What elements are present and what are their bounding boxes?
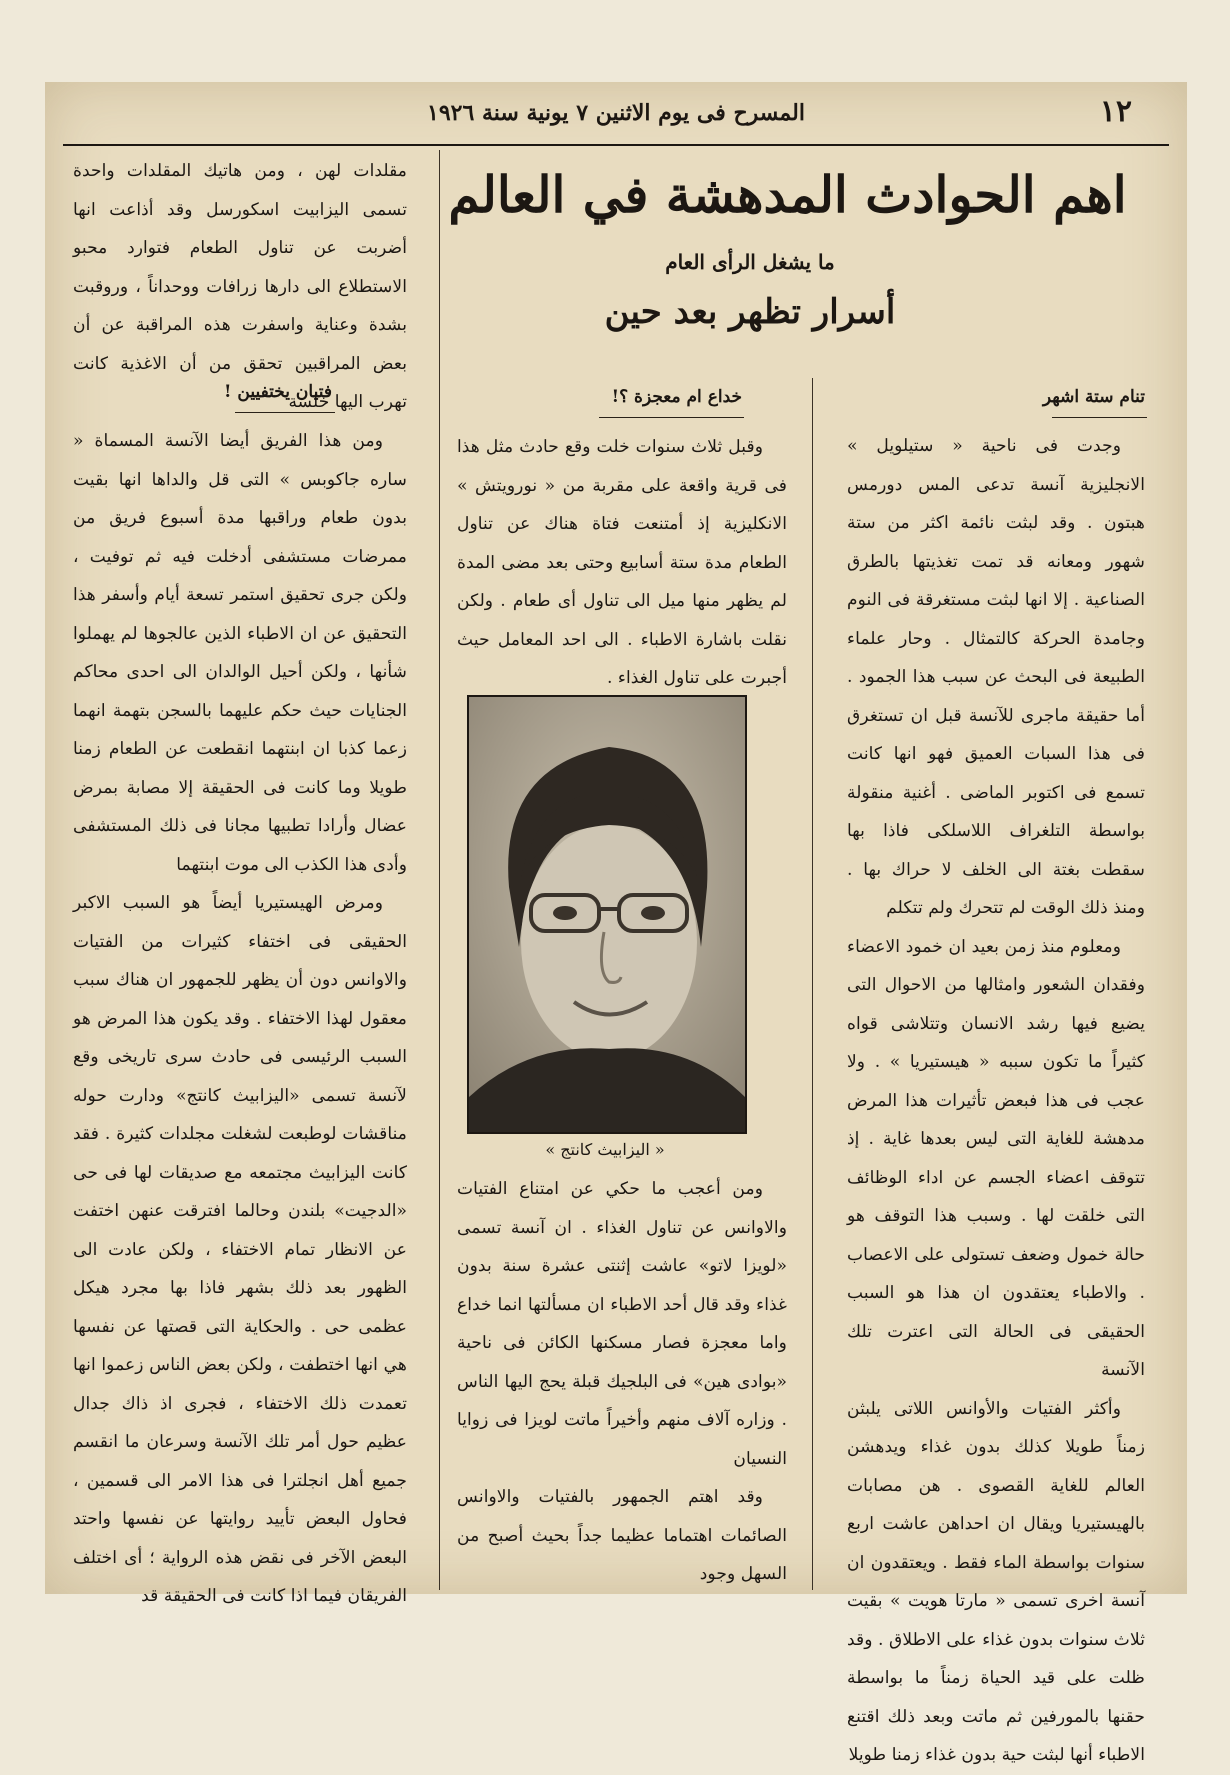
middle-column-title: خداع ام معجزة ؟! bbox=[611, 387, 742, 407]
right-paragraph-1: وجدت فى ناحية « ستيلويل » الانجليزية آنسة تدعى المس دورمس هبتون . وقد لبثت نائمة اكثر من ستة شهور ومعانه قد تمت تغذيتها بالطرق الصناعية . إلا انها لبثت مستغرقة فى النوم وجامدة الحركة كالتمثال . وحار علماء الطبيعة فى البحث عن سبب هذا الجمود . أما حقيقة ماجرى للآنسة قبل ان تستغرق فى هذا السبات العميق فهو انها كانت تسمع فى اكتوبر الماضى . أغنية منقولة بواسطة التلغراف اللاسلكى فاذا بها سقطت بغتة الى الخلف لا حراك بها . ومنذ ذلك الوقت لم تتحرك ولم تتكلم bbox=[847, 436, 1145, 918]
portrait-image bbox=[469, 697, 745, 1132]
middle-title-underline bbox=[599, 417, 744, 418]
right-title-underline bbox=[1052, 417, 1147, 418]
kicker: ما يشغل الرأى العام bbox=[665, 250, 835, 274]
left-paragraph-1: ومن هذا الفريق أيضا الآنسة المسماة « ساره جاكوبس » التى قل والداها انها بقيت بدون طعام وراقبها مدة أسبوع فريق من ممرضات مستشفى أدخلت فيه ثم توفيت ، ولكن جرى تحقيق استمر تسعة أيام وأسفر هذا التحقيق عن ان الاطباء الذين عالجوها لم يهملوا شأنها ، ولكن أحيل الوالدان الى احدى محاكم الجنايات حيث حكم عليهما بالسجن بتهمة انهما زعما كذبا ان ابنتهما انقطعت عن الطعام زمنا طويلا وما كانت فى الحقيقة إلا مصابة بمرض عضال وأرادا تطبيها مجانا فى ذلك المستشفى وأدى هذا الكذب الى موت ابنتهما bbox=[73, 431, 407, 875]
left-title-underline bbox=[235, 412, 335, 413]
portrait-photo bbox=[467, 695, 747, 1134]
newspaper-page bbox=[45, 82, 1187, 1765]
column-divider-left bbox=[439, 150, 440, 1590]
middle-column-top bbox=[457, 428, 787, 698]
subheadline: أسرار تظهر بعد حين bbox=[604, 292, 896, 332]
left-column bbox=[73, 422, 407, 1616]
right-column bbox=[847, 427, 1145, 1775]
header-title: المسرح فى يوم الاثنين ٧ يونية سنة ١٩٢٦ bbox=[427, 100, 805, 126]
right-paragraph-2: ومعلوم منذ زمن بعيد ان خمود الاعضاء وفقدان الشعور وامثالها من الاحوال التى يضيع فيها رشد الانسان وتتلاشى قواه كثيراً ما تكون سببه « هيستيريا » . ولا عجب فى هذا فبعض تأثيرات هذا المرض مدهشة للغاية التى ليس بعدها غاية . إذ تتوقف اعضاء الجسم عن اداء الوظائف التى خلقت لها . وسبب هذا التوقف هو حالة خمول وضعف تستولى على الاعصاب . والاطباء يعتقدون ان هذا هو السبب الحقيقى فى الحالة التى اعترت تلك الآنسة bbox=[847, 936, 1145, 1380]
header-rule bbox=[63, 144, 1169, 146]
right-column-title: تنام ستة اشهر bbox=[1042, 387, 1145, 407]
middle-column-bottom bbox=[457, 1170, 787, 1594]
main-headline: اهم الحوادث المدهشة في العالم bbox=[448, 165, 1127, 224]
left-paragraph-2: ومرض الهيستيريا أيضاً هو السبب الاكبر الحقيقى فى اختفاء كثيرات من الفتيات والاوانس دون أن يظهر للجمهور ان هناك سبب معقول لهذا الاختفاء . وقد يكون هذا المرض هو السبب الرئيسى فى حادث سرى تاريخى وقع لآنسة تسمى «اليزابيث كانتج» ودارت حوله مناقشات لوطبعت لشغلت مجلدات كثيرة . فقد كانت اليزابيث مجتمعه مع صديقات لها فى حى «الدجيت» بلندن وحالما افترقت عنهن اختفت عن الانظار تمام الاختفاء ، ولكن عادت الى الظهور بعد ذلك بشهر فاذا بها مجرد هيكل عظمى حى . والحكاية التى قصتها عن نفسها هي انها اختطفت ، ولكن بعض الناس زعموا انها تعمدت ذلك الاختفاء ، فجرى اذ ذاك جدال عظيم حول أمر تلك الآنسة وسرعان ما انقسم جميع أهل انجلترا فى هذا الامر الى قسمين ، فحاول البعض تأييد روايتها عن نفسها واحتد البعض الآخر فى نقض هذه الرواية ؛ أى اختلف الفريقان فيما اذا كانت فى الحقيقة قد bbox=[73, 893, 407, 1606]
middle-paragraph-2: ومن أعجب ما حكي عن امتناع الفتيات والاوانس عن تناول الغذاء . ان آنسة تسمى «لويزا لاتو» عاشت إثنتى عشرة سنة بدون غذاء وقد قال أحد الاطباء ان مسألتها انما خداع واما معجزة فصار مسكنها الكائن فى ناحية «بوادى هين» فى البلجيك قبلة يحج اليها الناس . وزاره آلاف منهم وأخيراً ماتت لويزا فى زوايا النسيان bbox=[457, 1179, 787, 1469]
page-header bbox=[45, 94, 1187, 134]
right-paragraph-3: وأكثر الفتيات والأوانس اللاتى يلبثن زمناً طويلا كذلك بدون غذاء ويدهشن العالم للغاية القصوى . هن مصابات بالهيستيريا ويقال ان احداهن عاشت اربع سنوات بواسطة الماء فقط . ويعتقدون ان آنسة اخرى تسمى « مارتا هويت » بقيت ثلاث سنوات بدون غذاء على الاطلاق . وقد ظلت على قيد الحياة زمناً ما بواسطة حقنها بالمورفين ثم ماتت وبعد ذلك اقتنع الاطباء أنها لبثت حية بدون غذاء زمنا طويلا bbox=[847, 1398, 1145, 1765]
left-column-title: فتيان يختفيين ! bbox=[224, 382, 332, 402]
left-intro-paragraph: مقلدات لهن ، ومن هاتيك المقلدات واحدة تسمى اليزابيت اسكورسل وقد أذاعت انها أضربت عن تناول الطعام فتوارد محبو الاستطلاع الى دارها زرافات ووحداناً ، وروقبت بشدة وعناية واسفرت هذه المراقبة عن أن بعض المراقبين تحقق من أن الاغذية كانت تهرب اليها خلسة bbox=[73, 161, 407, 412]
middle-paragraph-3: وقد اهتم الجمهور بالفتيات والاوانس الصائمات اهتماما عظيما جداً بحيث أصبح من السهل وجود bbox=[457, 1487, 787, 1584]
middle-paragraph-1: وقبل ثلاث سنوات خلت وقع حادث مثل هذا فى قرية واقعة على مقربة من « نورويتش » الانكليزية إذ أمتنعت فتاة هناك عن تناول الطعام مدة ستة أسابيع وحتى بعد مضى المدة لم يظهر منها ميل الى تناول أى طعام . ولكن نقلت باشارة الاطباء . الى احد المعامل حيث أجبرت على تناول الغذاء . bbox=[457, 437, 787, 688]
column-divider-right bbox=[812, 378, 813, 1590]
photo-caption: « اليزابيث كانتج » bbox=[545, 1140, 665, 1159]
page-number: ١٢ bbox=[1099, 94, 1132, 129]
